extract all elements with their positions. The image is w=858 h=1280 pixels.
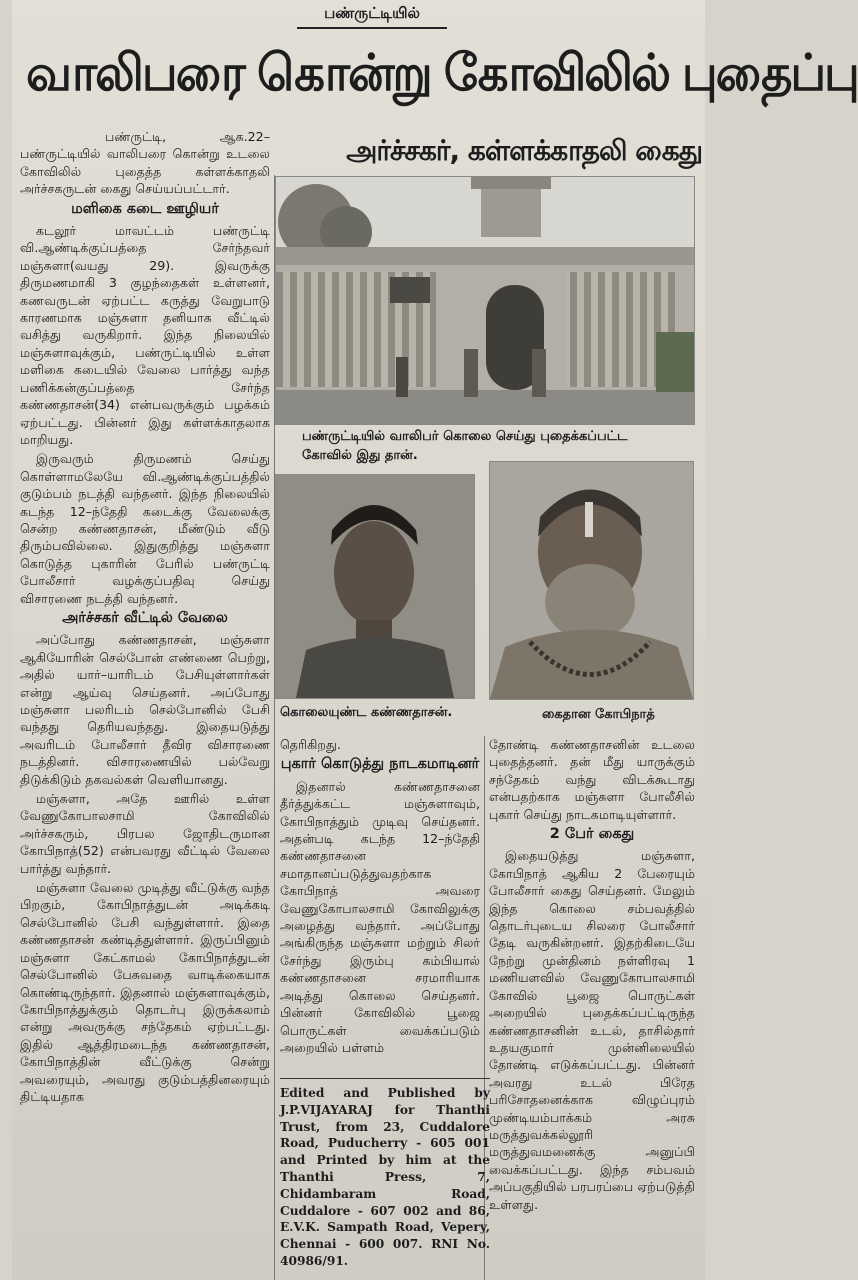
temple-image bbox=[276, 177, 694, 424]
priest-portrait bbox=[490, 462, 693, 699]
section-heading-priest-house-work: அர்ச்சகர் வீட்டில் வேலை bbox=[62, 609, 228, 626]
paragraph: தெரிகிறது. bbox=[280, 737, 341, 752]
publisher-imprint: Edited and Published by J.P.VIJAYARAJ for Thanthi Trust, from 23, Cuddalore Road, Puducherry - 605 001 and Printed by him at the Thanthi Press, 7, Chidambaram Road, Cuddalore - 607 002 and 86, E.V.K. Sampath Road, Vepery, Chennai - 600 007. RNI No. 40986/91. bbox=[280, 1078, 490, 1270]
paragraph: அப்போது கண்ணதாசன், மஞ்சுளா ஆகியோரின் செல்போன் எண்ணை பெற்று, அதில் யார்–யாரிடம் பேசியுள்ளார்கள் என்று ஆய்வு செய்தனர். அப்போது மஞ்சுளா பலரிடம் செல்போனில் பேசி வந்தது தெரியவந்தது. இதையடுத்து அவரிடம் போலீசார் தீவிர விசாரணை நடத்தினர். விசாரணையில் பல்வேறு திடுக்கிடும் தகவல்கள் வெளியானது. bbox=[20, 632, 270, 787]
victim-portrait bbox=[276, 475, 474, 698]
article-kicker: பண்ருட்டியில் bbox=[297, 4, 447, 29]
victim-photo bbox=[275, 474, 475, 699]
article-headline: வாலிபரை கொன்று கோவிலில் புதைப்பு bbox=[26, 43, 858, 103]
temple-photo-caption-line1: பண்ருட்டியில் வாலிபர் கொலை செய்து புதைக்கப்பட்ட bbox=[302, 429, 628, 444]
paragraph: தோண்டி கண்ணதாசனின் உடலை புதைத்தனர். தன் மீது யாருக்கும் சந்தேகம் வந்து விடக்கூடாது என்பதற்காக மஞ்சுளா போலீசில் புகார் செய்து நாடகமாடியுள்ளார். bbox=[489, 737, 695, 822]
victim-photo-caption: கொலையுண்ட கண்ணதாசன். bbox=[280, 705, 453, 720]
paragraph: கடலூர் மாவட்டம் பண்ருட்டி வி.ஆண்டிக்குப்பத்தை சேர்ந்தவர் மஞ்சுளா(வயது 29). இவருக்கு திருமணமாகி 3 குழந்தைகள் உள்ளனர், கணவருடன் ஏற்பட்ட கருத்து வேறுபாடு காரணமாக மஞ்சுளா தனியாக வீட்டில் வசித்து வருகிறார். இந்த நிலையில் மஞ்சுளாவுக்கும், பண்ருட்டியில் உள்ள மளிகை கடையில் வேலை பார்த்து வந்த பணிக்கன்குப்பத்தை சேர்ந்த கண்ணதாசன்(34) என்பவருக்கும் பழக்கம் ஏற்பட்டது. பின்னர் இது கள்ளக்காதலாக மாறியது. bbox=[20, 223, 270, 447]
priest-photo bbox=[489, 461, 694, 700]
paragraph: மஞ்சுளா வேலை முடித்து வீட்டுக்கு வந்த பிறகும், கோபிநாத்துடன் அடிக்கடி செல்போனில் பேசி வந்துள்ளார். இதை கண்ணதாசன் கண்டித்துள்ளார். இருப்பினும் மஞ்சுளா கேட்காமல் கோபிநாத்துடன் செல்போனில் பேசுவதை வாடிக்கையாக கொண்டிருந்தார். இதனால் மஞ்சுளாவுக்கும், கோபிநாத்துக்கும் தொடர்பு இருக்கலாம் என்று அவருக்கு சந்தேகம் ஏற்பட்டது. இதில் ஆத்திரமடைந்த கண்ணதாசன், கோபிநாத்தின் வீட்டுக்கு சென்று அவரையும், அவரது குடும்பத்தினரையும் திட்டியதாக bbox=[20, 880, 270, 1104]
section-heading-two-arrested: 2 பேர் கைது bbox=[549, 826, 635, 843]
paragraph: மஞ்சுளா, அதே ஊரில் உள்ள வேணுகோபாலசாமி கோவிலில் அர்ச்சகரும், பிரபல ஜோதிடருமான கோபிநாத்(52) என்பவரது வீட்டில் வேலை பார்த்து வந்தார். bbox=[20, 791, 270, 876]
section-heading-false-complaint: புகார் கொடுத்து நாடகமாடினர் bbox=[280, 756, 480, 773]
column-2 bbox=[280, 736, 480, 1074]
intro-paragraph: பண்ருட்டி, ஆக.22– பண்ருட்டியில் வாலிபரை கொன்று உடலை கோவிலில் புதைத்த கள்ளக்காதலி அர்ச்சகருடன் கைது செய்யப்பட்டார். bbox=[20, 129, 270, 197]
temple-photo bbox=[275, 176, 695, 425]
paragraph: இதனால் கண்ணதாசனை தீர்த்துக்கட்ட மஞ்சுளாவும், கோபிநாத்தும் முடிவு செய்தனர். அதன்படி கடந்த 12–ந்தேதி கண்ணதாசனை சமாதானப்படுத்துவதற்காக கோபிநாத் அவரை வேணுகோபாலசாமி கோவிலுக்கு அழைத்து வந்தார். அப்போது அங்கிருந்த மஞ்சுளா மற்றும் சிலர் சேர்ந்து இரும்பு கம்பியால் கண்ணதாசனை சரமாரியாக அடித்து கொலை செய்தனர். பின்னர் கோவிலில் பூஜை பொருட்கள் வைக்கப்படும் அறையில் பள்ளம் bbox=[280, 778, 480, 1055]
column-3 bbox=[489, 736, 695, 1280]
column-1 bbox=[20, 128, 270, 1278]
paragraph: இருவரும் திருமணம் செய்து கொள்ளாமலேயே வி.ஆண்டிக்குப்பத்தில் குடும்பம் நடத்தி வந்தனர். இந்த நிலையில் கடந்த 12–ந்தேதி கடைக்கு வேலைக்கு சென்ற கண்ணதாசன், மீண்டும் வீடு திரும்பவில்லை. இதுகுறித்து மஞ்சுளா கொடுத்த புகாரின் பேரில் பண்ருட்டி போலீசார் வழக்குப்பதிவு செய்து விசாரணை நடத்தி வந்தனர். bbox=[20, 451, 270, 606]
paragraph: இதையடுத்து மஞ்சுளா, கோபிநாத் ஆகிய 2 பேரையும் போலீசார் கைது செய்தனர். மேலும் இந்த கொலை சம்பவத்தில் தொடர்புடைய சிலரை போலீசார் தேடி வருகின்றனர். இதற்கிடையே நேற்று முன்தினம் நள்ளிரவு 1 மணியளவில் வேணுகோபாலசாமி கோவில் பூஜை பொருட்கள் அறையில் புதைக்கப்பட்டிருந்த கண்ணதாசனின் உடல், தாசில்தார் உதயகுமார் முன்னிலையில் தோண்டி எடுக்கப்பட்டது. பின்னர் அவரது உடல் பிரேத பரிசோதனைக்காக விழுப்புரம் முண்டியம்பாக்கம் அரசு மருத்துவக்கல்லூரி மருத்துவமனைக்கு அனுப்பி வைக்கப்பட்டது. இந்த சம்பவம் அப்பகுதியில் பரபரப்பை ஏற்படுத்தி உள்ளது. bbox=[489, 848, 695, 1212]
newspaper-page bbox=[12, 0, 858, 1280]
section-heading-grocery-worker: மளிகை கடை ஊழியர் bbox=[71, 200, 219, 217]
temple-photo-caption-line2: கோவில் இது தான். bbox=[302, 448, 418, 463]
article-subhead: அர்ச்சகர், கள்ளக்காதலி கைது bbox=[346, 134, 702, 167]
priest-photo-caption: கைதான கோபிநாத் bbox=[542, 707, 655, 722]
